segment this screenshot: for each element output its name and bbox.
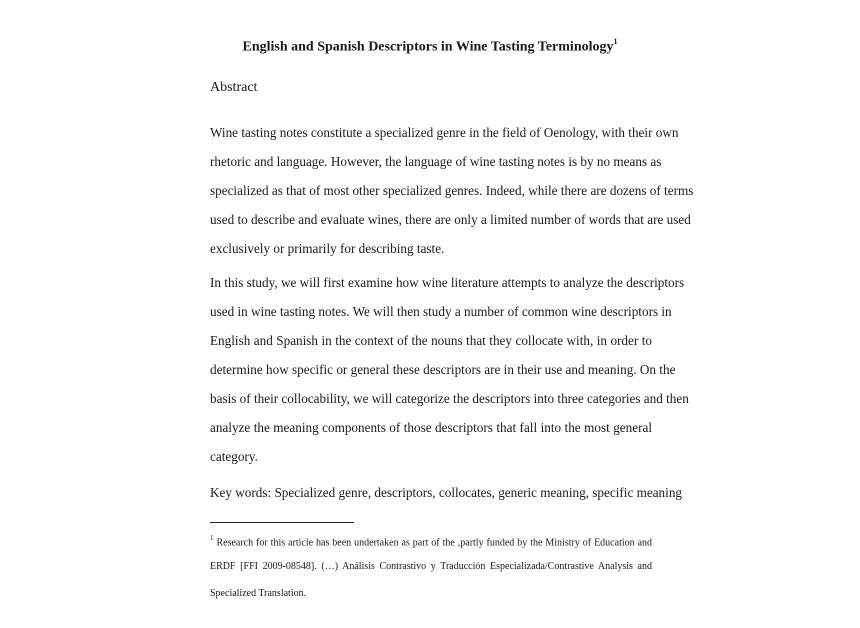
paragraph-line: English and Spanish in the context of the nouns that they collocate with, in order to — [210, 333, 652, 348]
footnote-line: ERDF [FFI 2009-08548]. (…) Análisis Contrastivo y Traducción Especializada/Contrastive Analysis and — [210, 561, 652, 572]
paragraph-line: rhetoric and language. However, the language of wine tasting notes is by no means as — [210, 154, 662, 169]
paragraph-line: determine how specific or general these descriptors are in their use and meaning. On the — [210, 362, 676, 377]
footnote-line — [210, 526, 652, 553]
paper-title — [0, 38, 860, 56]
paragraph-line: specialized as that of most other specialized genres. Indeed, while there are dozens of terms — [210, 183, 694, 198]
footnote — [210, 526, 652, 607]
abstract-paragraph-1 — [210, 118, 694, 263]
paragraph-line: In this study, we will first examine how wine literature attempts to analyze the descriptors — [210, 275, 685, 290]
paragraph-line: category. — [210, 449, 258, 464]
paragraph-line: basis of their collocability, we will categorize the descriptors into three categories and then — [210, 391, 689, 406]
paragraph-line: exclusively or primarily for describing taste. — [210, 241, 445, 256]
paragraph-line: used in wine tasting notes. We will then study a number of common wine descriptors in — [210, 304, 672, 319]
keywords-line: Key words: Specialized genre, descriptors, collocates, generic meaning, specific meaning — [210, 485, 683, 500]
title-footnote-mark: 1 — [613, 37, 618, 46]
paper-title-text: English and Spanish Descriptors in Wine Tasting Terminology — [242, 39, 614, 55]
footnote-separator — [210, 522, 354, 523]
paragraph-line: analyze the meaning components of those descriptors that fall into the most general — [210, 420, 652, 435]
footnote-line: Specialized Translation. — [210, 588, 307, 599]
abstract-heading: Abstract — [210, 80, 258, 95]
footnote-mark: 1 — [210, 534, 214, 542]
paragraph-line: used to describe and evaluate wines, there are only a limited number of words that are used — [210, 212, 691, 227]
abstract-paragraph-2 — [210, 268, 689, 471]
paragraph-line: Wine tasting notes constitute a specialized genre in the field of Oenology, with their own — [210, 125, 679, 140]
footnote-line-text: Research for this article has been undertaken as part of the ,partly funded by the Ministry of Education and — [216, 537, 653, 549]
